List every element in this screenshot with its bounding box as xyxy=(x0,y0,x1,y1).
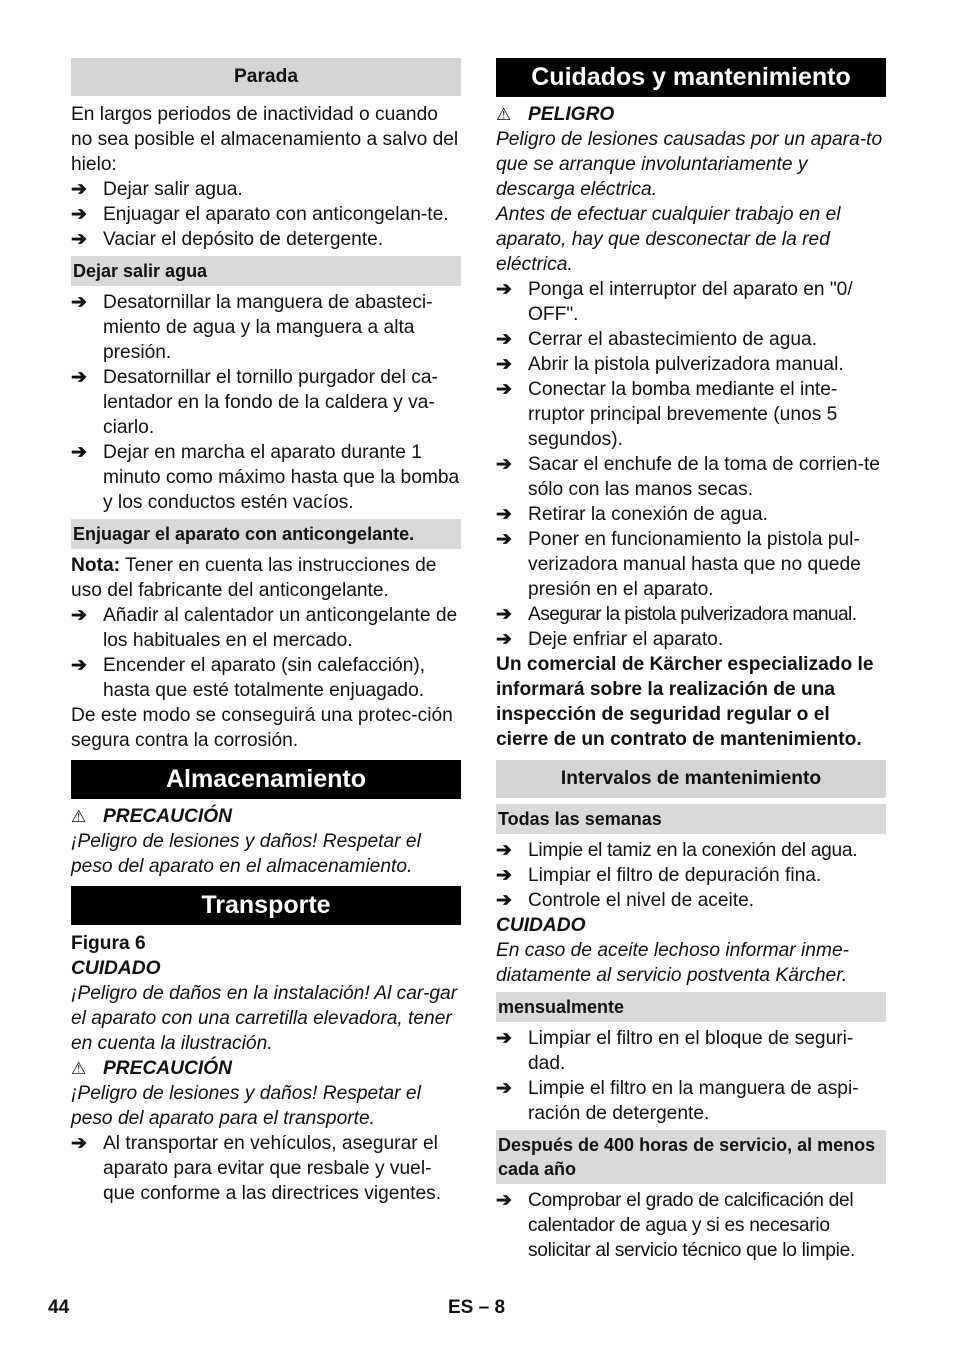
arrow-icon: ➔ xyxy=(71,442,88,463)
almacenamiento-heading: Almacenamiento xyxy=(71,760,461,799)
cuidados-heading: Cuidados y mantenimiento xyxy=(496,58,886,97)
right-column xyxy=(496,58,886,1263)
arrow-icon: ➔ xyxy=(496,379,513,400)
arrow-icon: ➔ xyxy=(496,1078,513,1099)
arrow-icon: ➔ xyxy=(496,890,513,911)
note-text: Tener en cuenta las instrucciones de uso del fabricante del anticongelante. xyxy=(71,555,437,601)
figure-label: Figura 6 xyxy=(71,933,146,954)
arrow-icon: ➔ xyxy=(71,229,88,250)
parada-heading: Parada xyxy=(71,58,461,96)
list-item: ➔ Retirar la conexión de agua. xyxy=(496,504,768,525)
transporte-warning: ⚠ PRECAUCIÓN xyxy=(71,1058,232,1079)
list-item: ➔ Limpie el tamiz en la conexión del agua. xyxy=(496,840,858,861)
transporte-heading: Transporte xyxy=(71,886,461,925)
warning-icon: ⚠ xyxy=(496,105,512,124)
arrow-icon: ➔ xyxy=(496,454,513,475)
arrow-icon: ➔ xyxy=(496,840,513,861)
arrow-icon: ➔ xyxy=(71,1133,88,1154)
left-column xyxy=(71,58,461,1206)
list-item: ➔ Encender el aparato (sin calefacción), hasta que esté totalmente enjuagado. xyxy=(71,655,426,701)
arrow-icon: ➔ xyxy=(496,629,513,650)
caution-label: CUIDADO xyxy=(496,915,586,936)
arrow-icon: ➔ xyxy=(71,605,88,626)
list-item: ➔ Cerrar el abastecimiento de agua. xyxy=(496,329,818,350)
arrow-icon: ➔ xyxy=(496,865,513,886)
arrow-icon: ➔ xyxy=(71,179,88,200)
arrow-icon: ➔ xyxy=(71,204,88,225)
arrow-icon: ➔ xyxy=(496,604,513,625)
caution-text: En caso de aceite lechoso informar inme-diatamente al servicio postventa Kärcher. xyxy=(496,940,850,986)
intervalos-heading: Intervalos de mantenimiento xyxy=(496,760,886,798)
list-item: ➔ Limpie el filtro en la manguera de aspi-ración de detergente. xyxy=(496,1078,859,1124)
enjuagar-note xyxy=(71,553,461,603)
enjuagar-heading: Enjuagar el aparato con anticongelante. xyxy=(71,519,461,549)
list-item: ➔ Asegurar la pistola pulverizadora manual. xyxy=(496,604,857,625)
list-item: ➔ Comprobar el grado de calcificación del calentador de agua y si es necesario solicitar al servicio técnico que lo limpie. xyxy=(496,1190,855,1261)
list-item: ➔ Desatornillar la manguera de abasteci-miento de agua y la manguera a alta presión. xyxy=(71,292,433,363)
section-page: ES – 8 xyxy=(448,1297,506,1318)
list-item: ➔ Añadir al calentador un anticongelante de los habituales en el mercado. xyxy=(71,605,458,651)
list-item: ➔ Dejar en marcha el aparato durante 1 minuto como máximo hasta que la bomba y los conductos estén vacíos. xyxy=(71,442,460,513)
list-item: ➔ Ponga el interruptor del aparato en "0/ OFF". xyxy=(496,279,853,325)
parada-intro: En largos periodos de inactividad o cuando no sea posible el almacenamiento a salvo del hielo: xyxy=(71,104,459,175)
list-item: ➔ Controle el nivel de aceite. xyxy=(496,890,755,911)
peligro-text-2: Antes de efectuar cualquier trabajo en el aparato, hay que desconectar de la red eléctrica. xyxy=(496,204,841,275)
list-item: ➔ Conectar la bomba mediante el inte-rruptor principal brevemente (unos 5 segundos). xyxy=(496,379,838,450)
list-item: ➔ Vaciar el depósito de detergente. xyxy=(71,229,384,250)
list-item: ➔ Al transportar en vehículos, asegurar el aparato para evitar que resbale y vuel-que conforme a las directrices vigentes. xyxy=(71,1133,442,1204)
caution-text: ¡Peligro de daños en la instalación! Al car-gar el aparato con una carretilla elevadora, tener en cuenta la ilustración. xyxy=(71,983,458,1054)
arrow-icon: ➔ xyxy=(496,1028,513,1049)
list-item: ➔ Deje enfriar el aparato. xyxy=(496,629,724,650)
peligro-warning: ⚠ PELIGRO xyxy=(496,104,615,125)
almacenamiento-warning-text: ¡Peligro de lesiones y daños! Respetar el peso del aparato en el almacenamiento. xyxy=(71,831,421,877)
arrow-icon: ➔ xyxy=(496,504,513,525)
transporte-warning-text: ¡Peligro de lesiones y daños! Respetar el peso del aparato para el transporte. xyxy=(71,1083,421,1129)
dejar-salir-agua-heading: Dejar salir agua xyxy=(71,256,461,286)
warning-icon: ⚠ xyxy=(71,807,87,826)
note-label: Nota: xyxy=(71,555,121,576)
peligro-text-1: Peligro de lesiones causadas por un apara-to que se arranque involuntariamente y descarga eléctrica. xyxy=(496,129,883,200)
list-item: ➔ Sacar el enchufe de la toma de corrien-te sólo con las manos secas. xyxy=(496,454,880,500)
despues-400-heading: Después de 400 horas de servicio, al menos cada año xyxy=(496,1130,886,1184)
arrow-icon: ➔ xyxy=(71,655,88,676)
arrow-icon: ➔ xyxy=(496,354,513,375)
enjuagar-outro: De este modo se conseguirá una protec-ción segura contra la corrosión. xyxy=(71,705,453,751)
arrow-icon: ➔ xyxy=(496,1190,513,1211)
list-item: ➔ Desatornillar el tornillo purgador del ca-lentador en la fondo de la caldera y va-ciarlo. xyxy=(71,367,438,438)
page-number: 44 xyxy=(48,1297,70,1318)
arrow-icon: ➔ xyxy=(496,529,513,550)
arrow-icon: ➔ xyxy=(71,292,88,313)
list-item: ➔ Poner en funcionamiento la pistola pul-verizadora manual hasta que no quede presión en el aparato. xyxy=(496,529,861,600)
caution-label: CUIDADO xyxy=(71,958,161,979)
arrow-icon: ➔ xyxy=(71,367,88,388)
list-item: ➔ Limpiar el filtro en el bloque de seguri-dad. xyxy=(496,1028,854,1074)
list-item: ➔ Abrir la pistola pulverizadora manual. xyxy=(496,354,844,375)
mensualmente-heading: mensualmente xyxy=(496,992,886,1022)
list-item: ➔ Dejar salir agua. xyxy=(71,179,243,200)
arrow-icon: ➔ xyxy=(496,329,513,350)
list-item: ➔ Limpiar el filtro de depuración fina. xyxy=(496,865,822,886)
list-item: ➔ Enjuagar el aparato con anticongelan-te. xyxy=(71,204,449,225)
warning-icon: ⚠ xyxy=(71,1059,87,1078)
arrow-icon: ➔ xyxy=(496,279,513,300)
semanas-heading: Todas las semanas xyxy=(496,804,886,834)
karcher-note: Un comercial de Kärcher especializado le informará sobre la realización de una inspección de seguridad regular o el cierre de un contrato de mantenimiento. xyxy=(496,654,874,750)
almacenamiento-warning: ⚠ PRECAUCIÓN xyxy=(71,806,232,827)
